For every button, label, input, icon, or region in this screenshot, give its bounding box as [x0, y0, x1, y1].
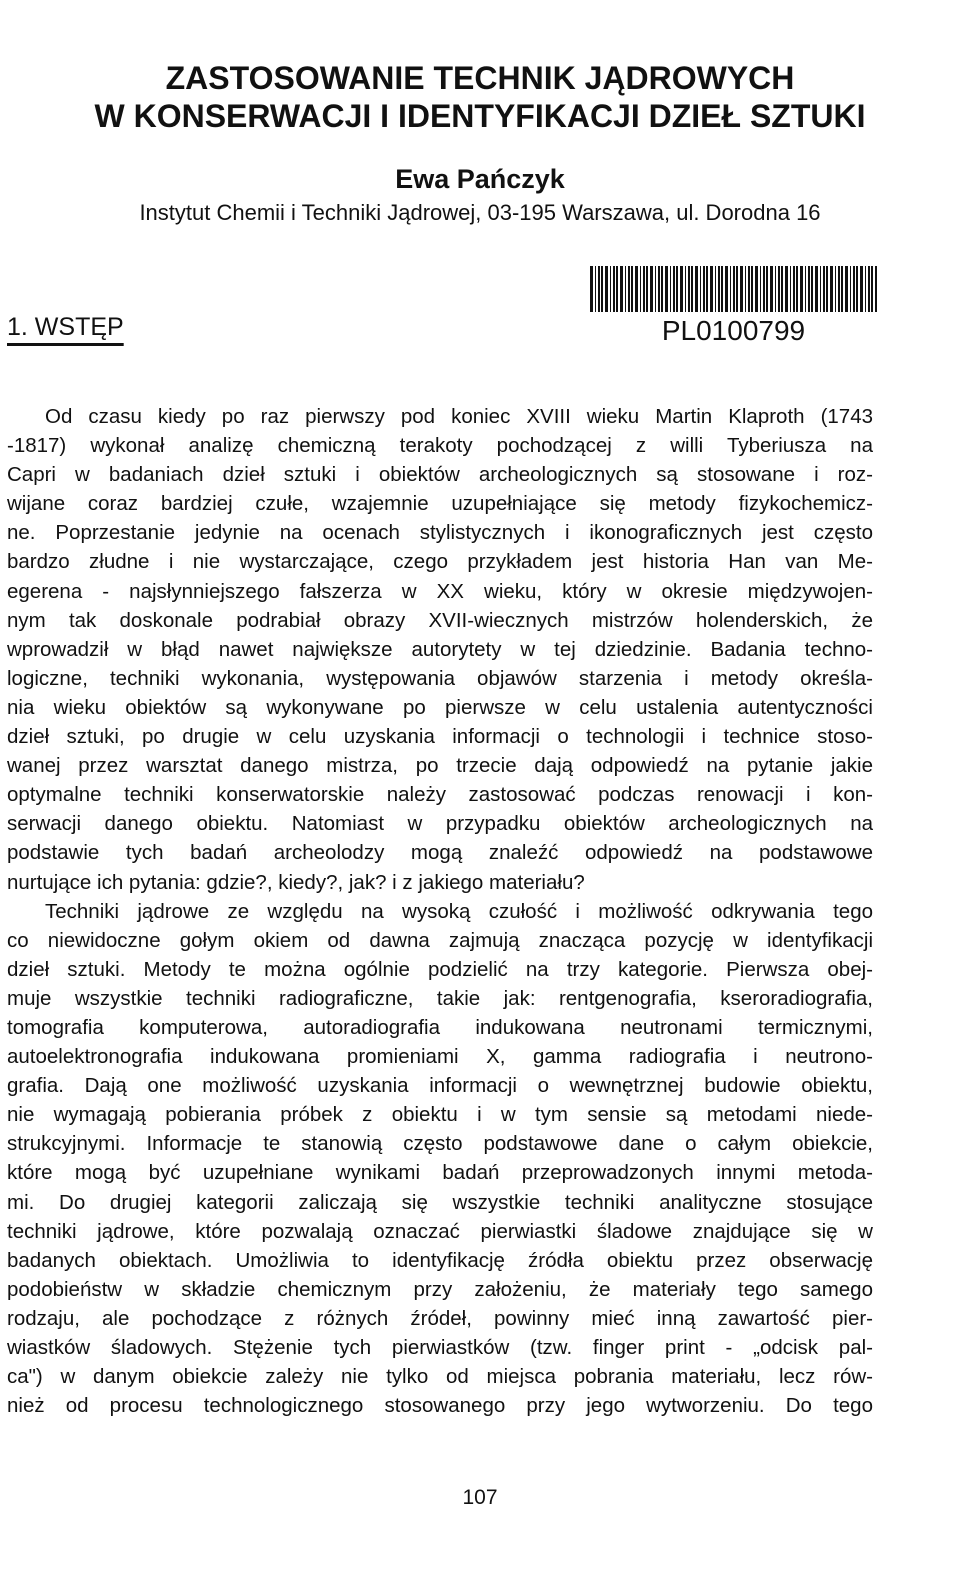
body-line: ca") w danym obiekcie zależy nie tylko od miejsca pobrania materiału, lecz rów-	[7, 1365, 873, 1389]
page-number: 107	[462, 1486, 498, 1509]
body-line: strukcyjnymi. Informacje te stanowią często podstawowe dane o całym obiekcie,	[7, 1132, 873, 1156]
body-line: autoelektronografia indukowana promieniami X, gamma radiografia i neutrono-	[7, 1045, 873, 1069]
body-line: nurtujące ich pytania: gdzie?, kiedy?, jak? i z jakiego materiału?	[7, 870, 585, 894]
body-line: wprowadził w błąd nawet największe autorytety w tej dziedzinie. Badania techno-	[7, 637, 873, 661]
body-line: Techniki jądrowe ze względu na wysoką czułość i możliwość odkrywania tego	[45, 899, 873, 923]
body-line: -1817) wykonał analizę chemiczną terakoty pochodzącej z willi Tyberiusza na	[7, 434, 873, 458]
section-heading: 1. WSTĘP	[7, 313, 124, 341]
body-line: Capri w badaniach dzieł sztuki i obiektów archeologicznych są stosowane i roz-	[7, 463, 873, 487]
barcode-image	[590, 266, 877, 312]
body-line: nież od procesu technologicznego stosowanego przy jego wytworzeniu. Do tego	[7, 1394, 873, 1418]
body-line: które mogą być uzupełniane wynikami badań przeprowadzonych innymi metoda-	[7, 1161, 873, 1185]
body-line: logiczne, techniki wykonania, występowania objawów starzenia i metody określa-	[7, 666, 873, 690]
author-name: Ewa Pańczyk	[395, 164, 565, 194]
body-line: bardzo złudne i nie wystarczające, czego przykładem jest historia Han van Me-	[7, 550, 873, 574]
body-line: muje wszystkie techniki radiograficzne, takie jak: rentgenografia, kseroradiografia,	[7, 986, 873, 1010]
body-line: podstawie tych badań archeolodzy mogą znaleźć odpowiedź na podstawowe	[7, 841, 873, 865]
body-line: podobieństw w składzie chemicznym przy założeniu, że materiały tego samego	[7, 1277, 873, 1301]
body-line: co niewidoczne gołym okiem od dawna zajmują znacząca pozycję w identyfikacji	[7, 928, 873, 952]
body-line: techniki jądrowe, które pozwalają oznaczać pierwiastki śladowe znajdujące się w	[7, 1219, 873, 1243]
body-line: nie wymagają pobierania próbek z obiektu i w tym sensie są metodami niede-	[7, 1103, 873, 1127]
title-line-2: W KONSERWACJI I IDENTYFIKACJI DZIEŁ SZTUKI	[94, 98, 866, 134]
body-line: mi. Do drugiej kategorii zaliczają się wszystkie techniki analityczne stosujące	[7, 1190, 873, 1214]
title-line-1: ZASTOSOWANIE TECHNIK JĄDROWYCH	[165, 60, 795, 96]
body-line: badanych obiektach. Umożliwia to identyfikację źródła obiektu przez obserwację	[7, 1248, 873, 1272]
body-line: dzieł sztuki, po drugie w celu uzyskania informacji o technologii i technice stoso-	[7, 725, 873, 749]
body-line: grafia. Dają one możliwość uzyskania informacji o wewnętrznej budowie obiektu,	[7, 1074, 873, 1098]
body-line: optymalne techniki konserwatorskie należy zastosować podczas renowacji i kon-	[7, 783, 873, 807]
body-line: serwacji danego obiektu. Natomiast w przypadku obiektów archeologicznych na	[7, 812, 873, 836]
body-line: wijane coraz bardziej czułe, wzajemnie uzupełniające się metody fizykochemicz-	[7, 492, 873, 516]
body-line: nym tak doskonale podrabiał obrazy XVII-wiecznych mistrzów holenderskich, że	[7, 608, 873, 632]
body-line: tomografia komputerowa, autoradiografia indukowana neutronami termicznymi,	[7, 1015, 873, 1039]
body-line: dzieł sztuki. Metody te można ogólnie podzielić na trzy kategorie. Pierwsza obej-	[7, 957, 873, 981]
body-line: egerena - najsłynniejszego fałszerza w XX wieku, który w okresie międzywojen-	[7, 579, 873, 603]
body-line: rodzaju, ale pochodzące z różnych źródeł, powinny mieć inną zawartość pier-	[7, 1306, 873, 1330]
body-line: wanej przez warsztat danego mistrza, po trzecie dają odpowiedź na pytanie jakie	[7, 754, 873, 778]
body-line: nia wieku obiektów są wykonywane po pierwsze w celu ustalenia autentyczności	[7, 695, 873, 719]
body-line: wiastków śladowych. Stężenie tych pierwiastków (tzw. finger print - „odcisk pal-	[7, 1336, 873, 1359]
author-affiliation: Instytut Chemii i Techniki Jądrowej, 03-195 Warszawa, ul. Dorodna 16	[139, 200, 821, 225]
body-line: ne. Poprzestanie jedynie na ocenach stylistycznych i ikonograficznych jest często	[7, 521, 873, 545]
body-text	[7, 402, 873, 1420]
body-line: Od czasu kiedy po raz pierwszy pod koniec XVIII wieku Martin Klaproth (1743	[45, 405, 873, 428]
barcode-code: PL0100799	[661, 315, 806, 346]
